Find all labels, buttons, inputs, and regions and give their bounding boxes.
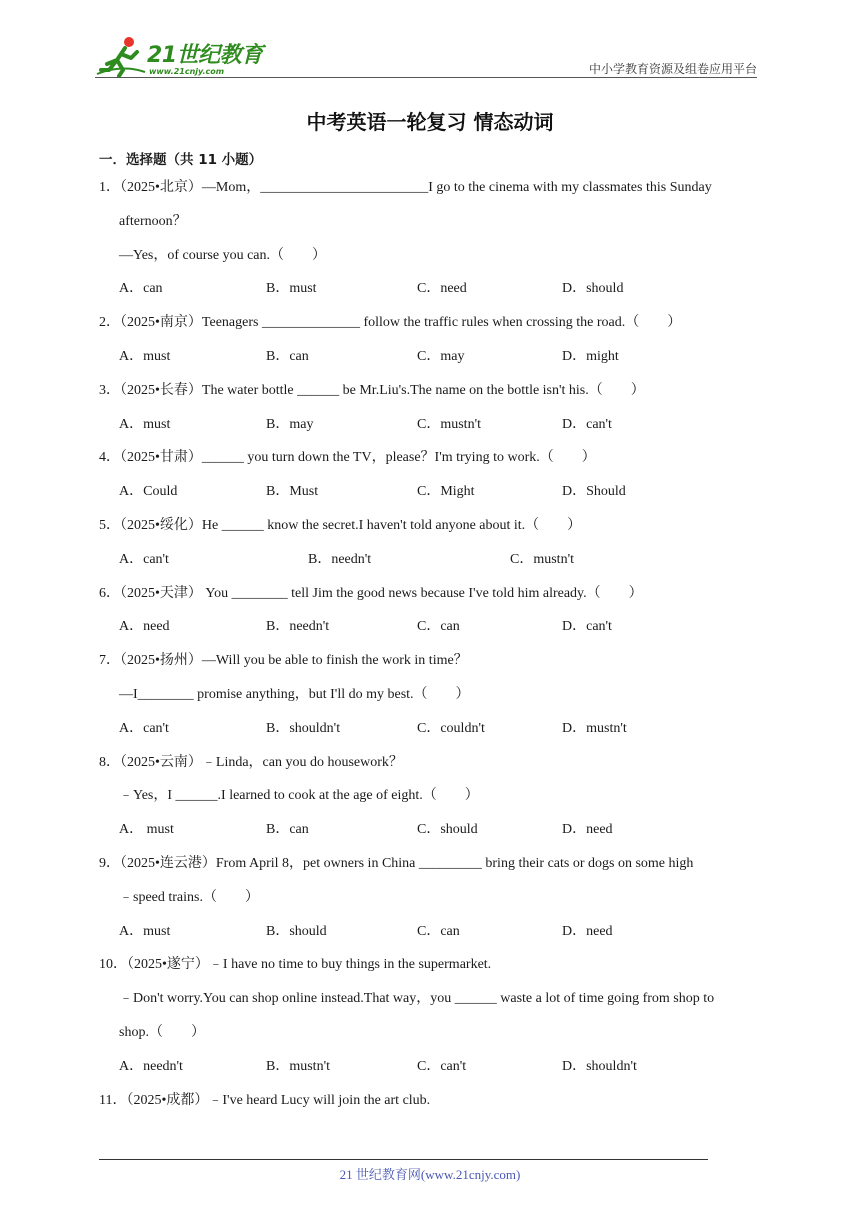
question-list (99, 149, 763, 1123)
question-11-line-1: 11．（2025•成都）﹣I've heard Lucy will join the art club. (99, 1092, 431, 1108)
option-b[interactable]: B．can (266, 822, 309, 838)
option-d[interactable]: D．can't (562, 619, 612, 635)
option-a[interactable]: A．can't (119, 551, 169, 567)
question-4-options (99, 481, 763, 515)
option-b[interactable]: B．needn't (266, 619, 330, 635)
option-d[interactable]: D．should (562, 281, 624, 297)
option-a[interactable]: A． must (119, 822, 174, 838)
option-b[interactable]: B．can (266, 348, 309, 364)
option-a[interactable]: A．needn't (119, 1058, 183, 1074)
question-1-options (99, 278, 763, 312)
option-c[interactable]: C．can't (417, 1058, 467, 1074)
question-10-line-2: ﹣Don't worry.You can shop online instead.That way，you ______ waste a lot of time going from shop to (119, 991, 715, 1007)
option-b[interactable]: B．must (266, 281, 317, 297)
option-a[interactable]: A．Could (119, 484, 178, 500)
option-a[interactable]: A．can (119, 281, 163, 297)
option-b[interactable]: B．mustn't (266, 1058, 330, 1074)
option-c[interactable]: C．should (417, 822, 478, 838)
question-2-options (99, 346, 763, 380)
question-3-line-1: 3．（2025•长春）The water bottle ______ be Mr.Liu's.The name on the bottle isn't his.（ ） (99, 382, 645, 398)
option-a[interactable]: A．need (119, 619, 170, 635)
option-c[interactable]: C．can (417, 923, 460, 939)
option-c[interactable]: C．couldn't (417, 720, 485, 736)
logo-text: 21世纪教育 (147, 43, 263, 68)
option-d[interactable]: D．might (562, 348, 619, 364)
option-d[interactable]: D．need (562, 822, 613, 838)
question-8-line-1: 8．（2025•云南）﹣Linda，can you do housework？ (99, 754, 403, 770)
question-5-options (99, 549, 763, 583)
option-c[interactable]: C．mustn't (417, 416, 481, 432)
question-10-options (99, 1056, 763, 1090)
footer-divider (99, 1159, 708, 1160)
option-b[interactable]: B．may (266, 416, 314, 432)
option-d[interactable]: D．mustn't (562, 720, 627, 736)
question-9-options (99, 921, 763, 955)
option-d[interactable]: D．Should (562, 484, 626, 500)
question-7-line-2: —I________ promise anything，but I'll do my best.（ ） (119, 686, 470, 702)
header-divider (95, 77, 757, 78)
logo (95, 34, 265, 78)
option-b[interactable]: B．needn't (308, 551, 372, 567)
option-c[interactable]: C．mustn't (510, 551, 574, 567)
question-8-line-2: ﹣Yes，I ______.I learned to cook at the age of eight.（ ） (119, 788, 479, 804)
option-c[interactable]: C．Might (417, 484, 475, 500)
question-8-options (99, 819, 763, 853)
question-10-line-1: 10．（2025•遂宁）﹣I have no time to buy things in the supermarket. (99, 957, 492, 973)
question-6-line-1: 6．（2025•天津） You ________ tell Jim the good news because I've told him already.（ ） (99, 585, 643, 601)
footer-text[interactable]: 21 世纪教育网(www.21cnjy.com) (339, 1167, 521, 1182)
question-6-options (99, 616, 763, 650)
option-d[interactable]: D．can't (562, 416, 612, 432)
option-d[interactable]: D．shouldn't (562, 1058, 637, 1074)
logo-url: www.21cnjy.com (149, 67, 225, 76)
option-b[interactable]: B．Must (266, 484, 319, 500)
question-1-line-3: —Yes，of course you can.（ ） (119, 247, 326, 263)
option-a[interactable]: A．must (119, 348, 171, 364)
question-1-line-2: afternoon？ (119, 213, 187, 229)
question-4-line-1: 4．（2025•甘肃）______ you turn down the TV，please？I'm trying to work.（ ） (99, 450, 596, 466)
option-c[interactable]: C．may (417, 348, 465, 364)
runner-logo-icon (95, 34, 147, 78)
question-5-line-1: 5．（2025•绥化）He ______ know the secret.I haven't told anyone about it.（ ） (99, 517, 582, 533)
question-2-line-1: 2．（2025•南京）Teenagers ______________ follow the traffic rules when crossing the road.（ ） (99, 315, 682, 331)
page-header (95, 30, 757, 80)
option-c[interactable]: C．can (417, 619, 460, 635)
option-b[interactable]: B．shouldn't (266, 720, 341, 736)
section-heading: 一．选择题（共 11 小题） (99, 152, 263, 168)
question-9-line-1: 9．（2025•连云港）From April 8，pet owners in China _________ bring their cats or dogs on some high (99, 855, 694, 871)
question-10-line-3: shop.（ ） (119, 1024, 205, 1040)
option-b[interactable]: B．should (266, 923, 327, 939)
option-a[interactable]: A．must (119, 416, 171, 432)
question-1-line-1: 1．（2025•北京）—Mom，________________________I go to the cinema with my classmates this Sunday (99, 180, 712, 195)
option-a[interactable]: A．must (119, 923, 171, 939)
question-7-line-1: 7．（2025•扬州）—Will you be able to finish the work in time？ (99, 653, 468, 669)
option-c[interactable]: C．need (417, 281, 467, 297)
header-platform-text: 中小学教育资源及组卷应用平台 (588, 62, 757, 76)
question-3-options (99, 414, 763, 448)
option-a[interactable]: A．can't (119, 720, 169, 736)
page-title: 中考英语一轮复习 情态动词 (306, 110, 554, 134)
question-7-options (99, 718, 763, 752)
question-9-line-2: ﹣speed trains.（ ） (119, 889, 259, 905)
option-d[interactable]: D．need (562, 923, 613, 939)
